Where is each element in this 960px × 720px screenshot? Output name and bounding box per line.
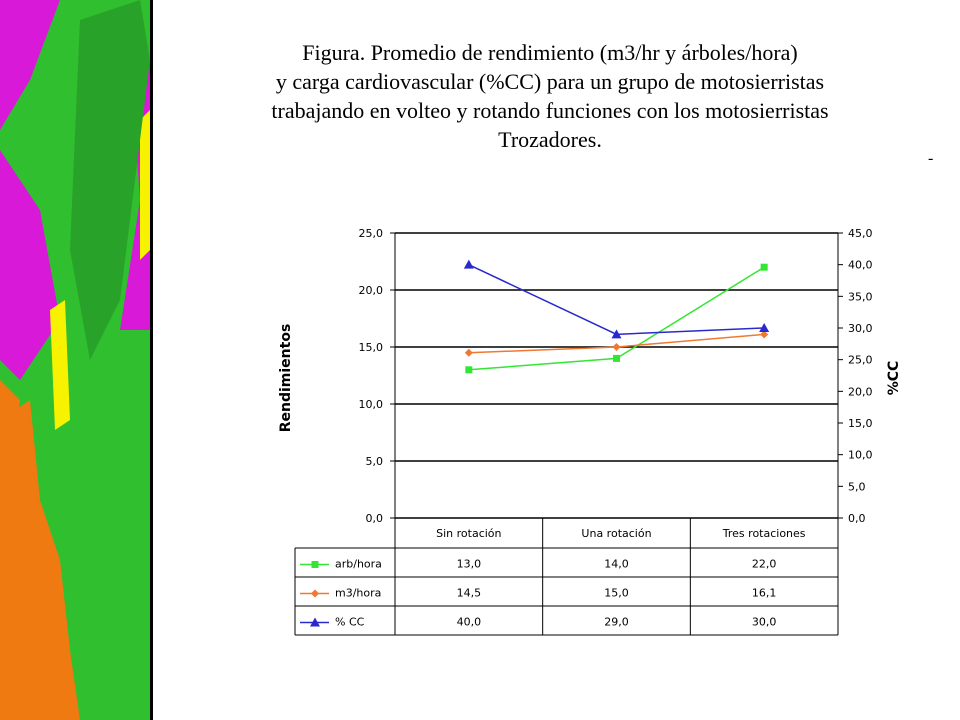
data-point xyxy=(464,260,474,269)
data-label: 16,1 xyxy=(751,586,777,600)
caption-line-3: trabajando en volteo y rotando funciones con los motosierristas xyxy=(271,98,829,123)
data-label: 30,0 xyxy=(751,615,777,629)
category-label: Tres rotaciones xyxy=(722,527,806,540)
series-line xyxy=(469,265,764,335)
data-label: 15,0 xyxy=(604,586,629,600)
y2-tick-label: 45,0 xyxy=(848,227,873,240)
y-axis-title: Rendimientos xyxy=(278,323,294,433)
y2-tick-label: 20,0 xyxy=(848,385,873,399)
data-point xyxy=(613,343,621,351)
legend-marker xyxy=(311,590,319,598)
y-tick-label: 10,0 xyxy=(358,398,383,411)
data-point xyxy=(613,355,620,362)
y-tick-label: 5,0 xyxy=(365,455,383,468)
data-label: 29,0 xyxy=(604,615,629,629)
y2-tick-label: 15,0 xyxy=(848,417,873,430)
legend-label: arb/hora xyxy=(335,557,382,571)
data-label: 14,0 xyxy=(604,557,629,571)
legend-label: m3/hora xyxy=(335,586,382,600)
caption-line-2: y carga cardiovascular (%CC) para un grupo de motosierristas xyxy=(275,69,825,94)
category-label: Una rotación xyxy=(581,527,652,540)
y-tick-label: 25,0 xyxy=(358,227,383,240)
data-label: 22,0 xyxy=(751,557,777,571)
y2-tick-label: 25,0 xyxy=(848,353,873,367)
y-tick-label: 20,0 xyxy=(358,284,383,297)
stray-dash-mark: - xyxy=(928,150,934,167)
caption-line-4: Trozadores. xyxy=(498,127,602,152)
y2-tick-label: 5,0 xyxy=(848,480,866,494)
y2-tick-label: 10,0 xyxy=(848,448,873,462)
legend-label: % CC xyxy=(335,615,365,629)
caption-line-1: Figura. Promedio de rendimiento (m3/hr y árboles/hora) xyxy=(302,40,798,65)
data-label: 40,0 xyxy=(456,615,482,629)
data-point xyxy=(761,264,768,271)
y2-tick-label: 40,0 xyxy=(848,258,873,272)
legend-marker xyxy=(312,561,319,568)
data-label: 14,5 xyxy=(456,586,482,600)
data-label: 13,0 xyxy=(456,557,482,571)
data-point xyxy=(465,366,472,373)
category-label: Sin rotación xyxy=(436,527,502,540)
plot-frame xyxy=(395,233,838,518)
y2-axis-title: %CC xyxy=(886,360,902,396)
series-line xyxy=(469,267,764,370)
y2-tick-label: 0,0 xyxy=(848,512,866,525)
y2-tick-label: 30,0 xyxy=(848,322,873,335)
data-point xyxy=(465,349,473,357)
y2-tick-label: 35,0 xyxy=(848,290,873,304)
y-tick-label: 0,0 xyxy=(365,512,383,525)
y-tick-label: 15,0 xyxy=(358,341,383,354)
